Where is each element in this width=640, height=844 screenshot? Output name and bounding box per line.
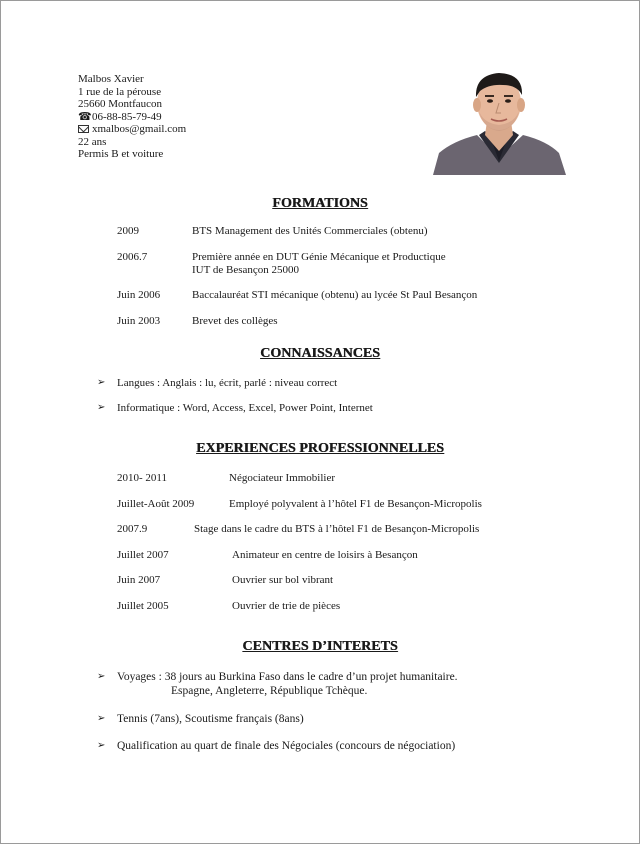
contact-age: 22 ans <box>78 135 107 148</box>
section-title-formations: FORMATIONS <box>272 196 368 211</box>
experience-date: Juillet 2007 <box>117 549 169 561</box>
contact-address-street: 1 rue de la pérouse <box>78 85 162 98</box>
formation-text: Brevet des collèges <box>192 315 278 327</box>
formation-text: Baccalauréat STI mécanique (obtenu) au lycée St Paul Besançon <box>192 289 478 301</box>
bullet-arrow-icon: ➢ <box>97 713 106 724</box>
bullet-arrow-icon: ➢ <box>97 402 106 413</box>
experience-date: 2007.9 <box>117 523 148 535</box>
experience-date: Juin 2007 <box>117 574 161 586</box>
experience-text: Négociateur Immobilier <box>229 472 335 484</box>
contact-address-city: 25660 Montfaucon <box>78 98 163 110</box>
interet-text: Qualification au quart de finale des Négociales (concours de négociation) <box>117 740 456 752</box>
experience-date: 2010- 2011 <box>117 472 168 484</box>
formation-text-line2: IUT de Besançon 25000 <box>192 263 300 276</box>
profile-photo-illustration <box>433 65 566 175</box>
contact-block <box>78 73 186 161</box>
phone-icon: ☎ <box>78 110 92 123</box>
experience-text: Ouvrier de trie de pièces <box>232 600 341 612</box>
experience-text: Ouvrier sur bol vibrant <box>232 574 334 586</box>
formation-text: BTS Management des Unités Commerciales (obtenu) <box>192 225 428 237</box>
formation-date: Juin 2003 <box>117 315 161 327</box>
interet-text-line2: Espagne, Angleterre, République Tchèque. <box>171 685 368 697</box>
experience-text: Stage dans le cadre du BTS à l’hôtel F1 de Besançon-Micropolis <box>194 523 480 535</box>
interet-text: Voyages : 38 jours au Burkina Faso dans le cadre d’un projet humanitaire. <box>117 671 458 683</box>
connaissance-text: Langues : Anglais : lu, écrit, parlé : niveau correct <box>117 377 338 389</box>
formation-text: Première année en DUT Génie Mécanique et Productique <box>192 251 446 263</box>
bullet-arrow-icon: ➢ <box>97 671 106 682</box>
experience-date: Juillet 2005 <box>117 600 169 612</box>
section-title-connaissances: CONNAISSANCES <box>260 346 380 361</box>
experience-text: Animateur en centre de loisirs à Besançon <box>232 549 418 561</box>
bullet-arrow-icon: ➢ <box>97 377 106 388</box>
connaissance-text: Informatique : Word, Access, Excel, Power Point, Internet <box>117 402 373 414</box>
envelope-icon <box>78 125 89 133</box>
formation-date: 2006.7 <box>117 251 148 263</box>
section-title-experiences: EXPERIENCES PROFESSIONNELLES <box>196 441 444 456</box>
contact-phone: 06-88-85-79-49 <box>92 110 162 123</box>
experience-text: Employé polyvalent à l’hôtel F1 de Besançon-Micropolis <box>229 498 482 510</box>
formation-date: Juin 2006 <box>117 289 161 301</box>
formation-date: 2009 <box>117 225 139 237</box>
contact-phone-line <box>78 111 186 124</box>
contact-email-line <box>78 123 186 136</box>
contact-name: Malbos Xavier <box>78 73 144 85</box>
contact-email: xmalbos@gmail.com <box>92 123 187 135</box>
section-title-interets: CENTRES D’INTERETS <box>242 639 398 654</box>
profile-photo <box>433 65 566 175</box>
experience-date: Juillet-Août 2009 <box>117 498 195 510</box>
bullet-arrow-icon: ➢ <box>97 740 106 751</box>
interet-text: Tennis (7ans), Scoutisme français (8ans) <box>117 713 304 725</box>
contact-license: Permis B et voiture <box>78 148 164 160</box>
